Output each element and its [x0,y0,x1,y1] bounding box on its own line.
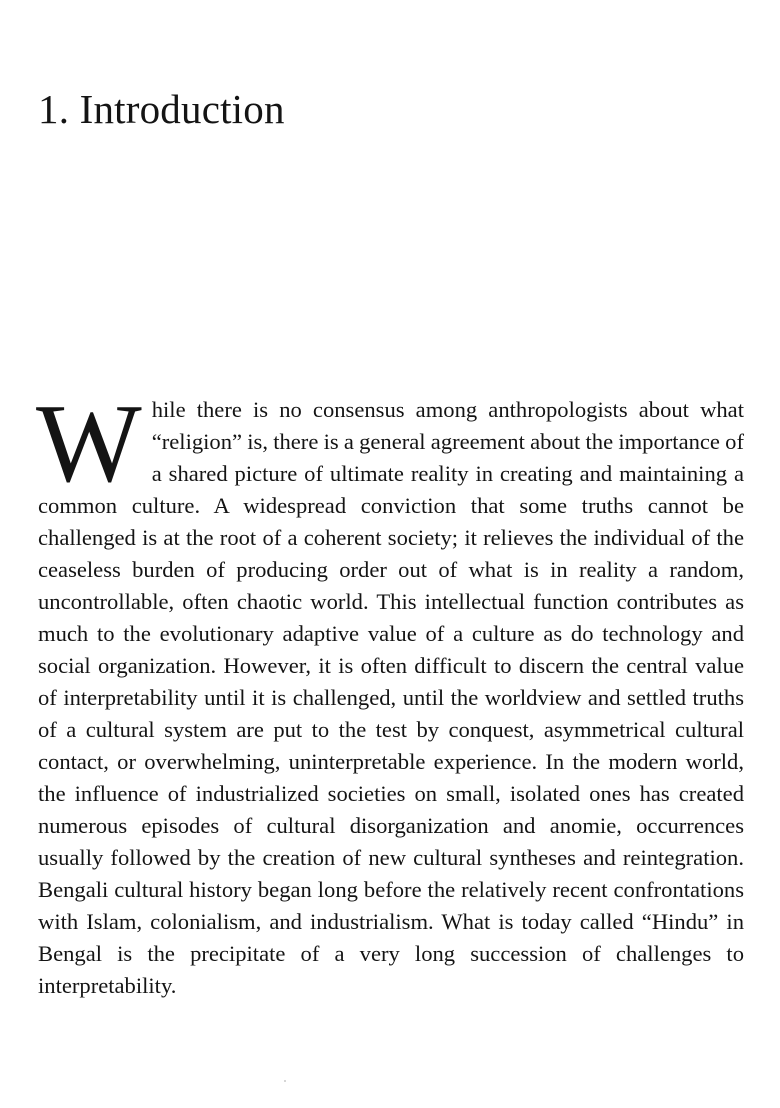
body-paragraph [36,382,744,1002]
scan-speck [284,1080,286,1082]
paragraph-text: hile there is no consensus among anthropologists about what “religion” is, there is a general agreement about the importance of a shared picture of ultimate reality in creating and maintaining a common culture. A widespread conviction that some truths cannot be challenged is at the root of a coherent society; it relieves the individual of the ceaseless burden of producing order out of what is in reality a random, uncontrollable, often chaotic world. This intellectual function contributes as much to the evolutionary adaptive value of a culture as do technology and social organization. However, it is often difficult to discern the central value of interpretability until it is challenged, until the worldview and settled truths of a cultural system are put to the test by conquest, asymmetrical cultural contact, or overwhelming, uninterpretable experience. In the modern world, the influence of industrialized societies on small, isolated ones has created numerous episodes of cultural disorganization and anomie, occurrences usually followed by the creation of new cultural syntheses and reintegration. Bengali cultural history began long before the relatively recent confrontations with Islam, colonialism, and industrialism. What is today called “Hindu” in Bengal is the precipitate of a very long succession of challenges to interpretability. [38,397,744,998]
drop-cap: W [36,382,142,506]
chapter-title: 1. Introduction [38,86,285,132]
